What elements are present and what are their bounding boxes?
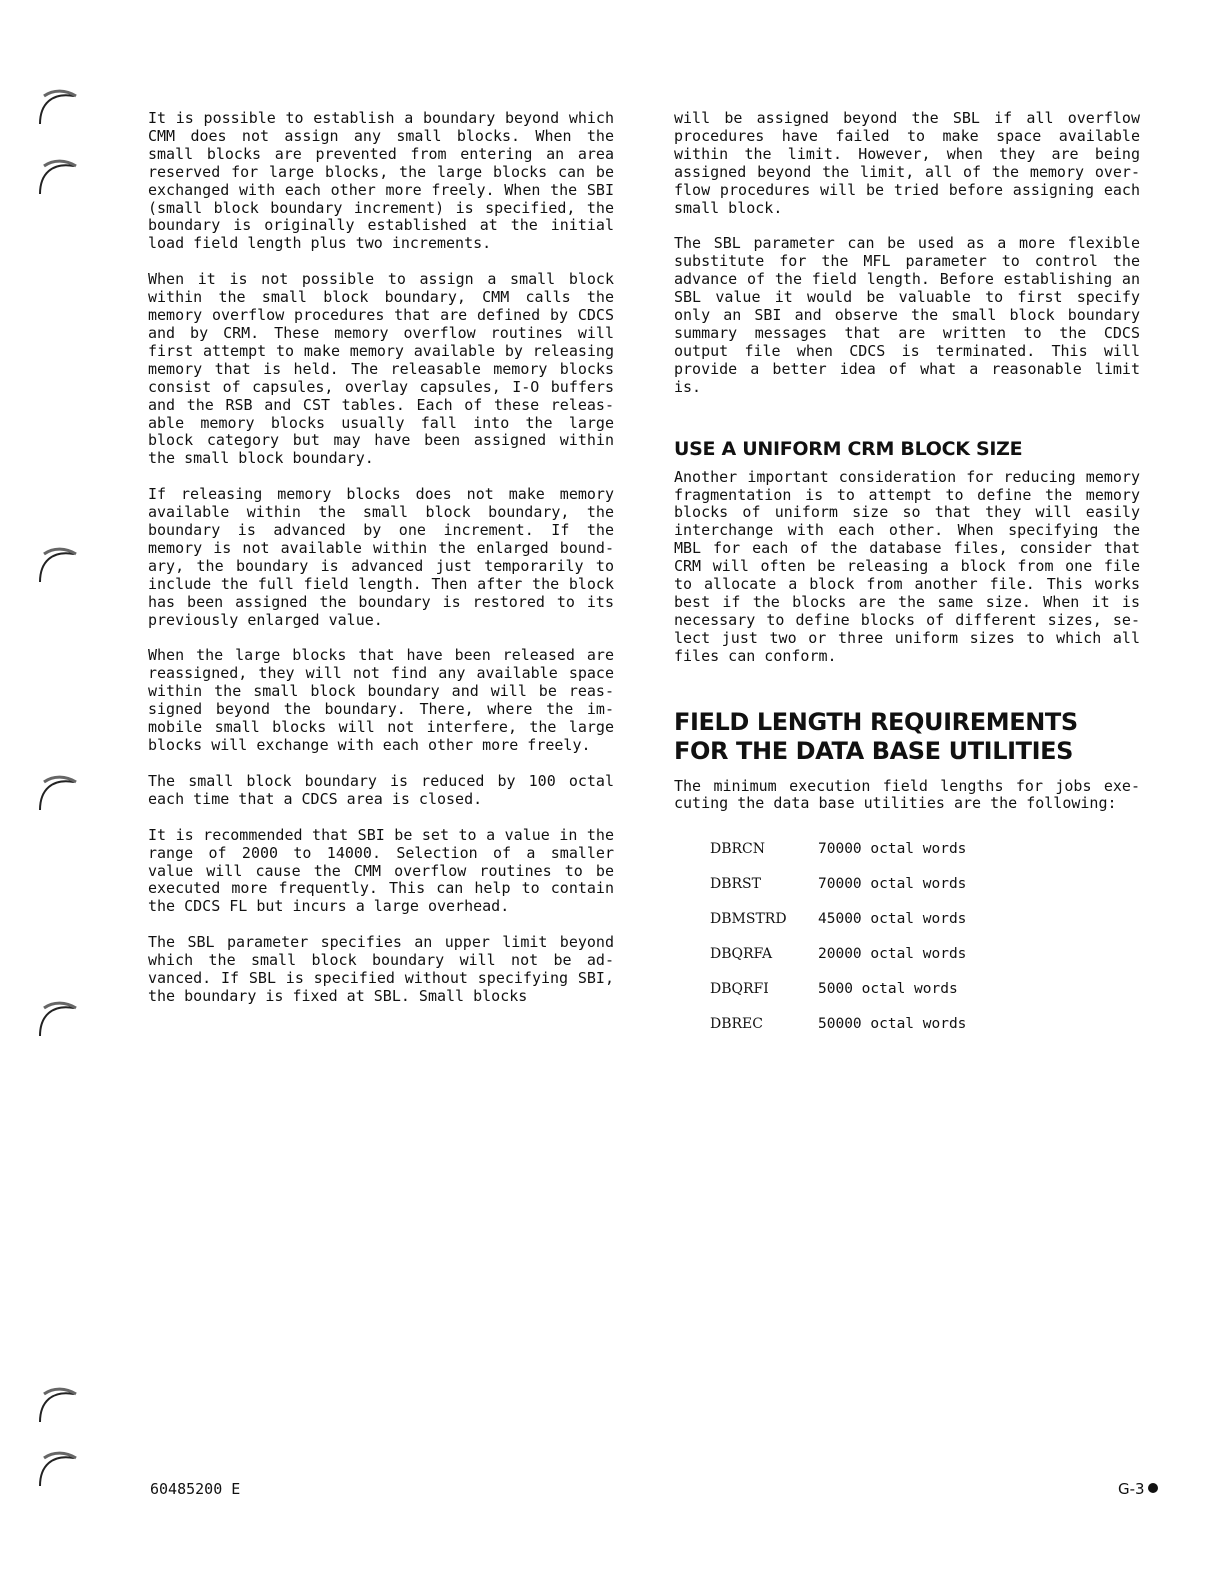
section-heading: USE A UNIFORM CRM BLOCK SIZE — [674, 437, 1023, 460]
body-paragraph: When the large blocks that have been released are reassigned, they will not find any available space within the small block boundary and will be reas-signed beyond the boundary. There, where the im-mobile small blocks will not interfere, the large blocks will exchange with each other more freely. — [148, 646, 614, 754]
body-paragraph: Another important consideration for reducing memory fragmentation is to attempt to define the memory blocks of uniform size so that they will easily interchange with each other. When specifying the MBL for each of the database files, consider that CRM will often be releasing a block from one file to allocate a block from another file. This works best if the blocks are the same size. When it is necessary to define blocks of different sizes, se-lect just two or three uniform sizes to which all files can conform. — [674, 467, 1140, 665]
body-paragraph: It is recommended that SBI be set to a value in the range of 2000 to 14000. Selection of a smaller value will cause the CMM overflow routines to be executed more frequently. This can help to contain the CDCS FL but incurs a large overhead. — [148, 825, 614, 916]
left-column — [148, 110, 614, 1024]
table-row — [710, 971, 966, 1006]
main-heading-line: FOR THE DATA BASE UTILITIES — [674, 736, 1074, 765]
utility-field-length-table — [710, 831, 966, 1041]
utility-name: DBRCN — [710, 840, 766, 857]
body-paragraph: When it is not possible to assign a small block within the small block boundary, CMM calls the memory overflow procedures that are defined by CDCS and by CRM. These memory overflow routines will first attempt to make memory available by releasing memory that is held. The releasable memory blocks consist of capsules, overlay capsules, I-O buffers and the RSB and CST tables. Each of these releas-able memory blocks usually fall into the large block category but may have been assigned within the small block boundary. — [148, 270, 614, 468]
punch-hole-icon — [36, 544, 78, 586]
body-paragraph: If releasing memory blocks does not make memory available within the small block boundary, the boundary is advanced by one increment. If the memory is not available within the enlarged bound-ary, the boundary is advanced just temporarily to include the full field length. Then after the block has been assigned the boundary is restored to its previously enlarged value. — [148, 485, 614, 629]
punch-hole-icon — [36, 772, 78, 814]
table-row — [710, 1006, 966, 1041]
body-paragraph: The small block boundary is reduced by 100 octal each time that a CDCS area is closed. — [148, 771, 614, 808]
punch-hole-icon — [36, 156, 78, 198]
body-paragraph: It is possible to establish a boundary beyond which CMM does not assign any small blocks. When the small blocks are prevented from entering an area reserved for large blocks, the large blocks can be exchanged with each other more freely. When the SBI (small block boundary increment) is specified, the boundary is originally established at the initial load field length plus two increments. — [148, 109, 614, 253]
punch-hole-icon — [36, 86, 78, 128]
body-paragraph: will be assigned beyond the SBL if all overflow procedures have failed to make space available within the limit. However, when they are being assigned beyond the limit, all of the memory over-flow procedures will be tried before assigning each small block. — [674, 109, 1140, 217]
punch-hole-icon — [36, 1384, 78, 1426]
utility-value: 50000 octal words — [818, 1015, 967, 1032]
utility-name: DBQRFI — [710, 980, 769, 997]
body-paragraph: The minimum execution field lengths for jobs exe-cuting the data base utilities are the following: — [674, 776, 1140, 813]
page-number-container — [1118, 1480, 1158, 1498]
utility-value: 70000 octal words — [818, 875, 967, 892]
body-paragraph: The SBL parameter specifies an upper limit beyond which the small block boundary will not be ad-vanced. If SBL is specified without specifying SBI, the boundary is fixed at SBL. Small blocks — [148, 933, 614, 1005]
main-heading — [674, 708, 1140, 766]
utility-value: 70000 octal words — [818, 840, 967, 857]
utility-name: DBRST — [710, 875, 761, 892]
table-row — [710, 901, 966, 936]
utility-name: DBMSTRD — [710, 910, 787, 927]
utility-value: 20000 octal words — [818, 945, 967, 962]
punch-hole-icon — [36, 998, 78, 1040]
main-heading-line: FIELD LENGTH REQUIREMENTS — [674, 707, 1078, 736]
bullet-dot-icon — [1148, 1483, 1158, 1493]
utility-name: DBQRFA — [710, 945, 773, 962]
table-row — [710, 936, 966, 971]
utility-value: 45000 octal words — [818, 910, 967, 927]
body-paragraph: The SBL parameter can be used as a more flexible substitute for the MFL parameter to control the advance of the field length. Before establishing an SBL value it would be valuable to first specify only an SBI and observe the small block boundary summary messages that are written to the CDCS output file when CDCS is terminated. This will provide a better idea of what a reasonable limit is. — [674, 234, 1140, 396]
table-row — [710, 831, 966, 866]
table-row — [710, 866, 966, 901]
document-number: 60485200 E — [150, 1480, 241, 1498]
utility-name: DBREC — [710, 1015, 763, 1032]
page-number: G-3 — [1118, 1480, 1145, 1498]
right-column — [674, 110, 1140, 1041]
utility-value: 5000 octal words — [818, 980, 958, 997]
punch-hole-icon — [36, 1448, 78, 1490]
